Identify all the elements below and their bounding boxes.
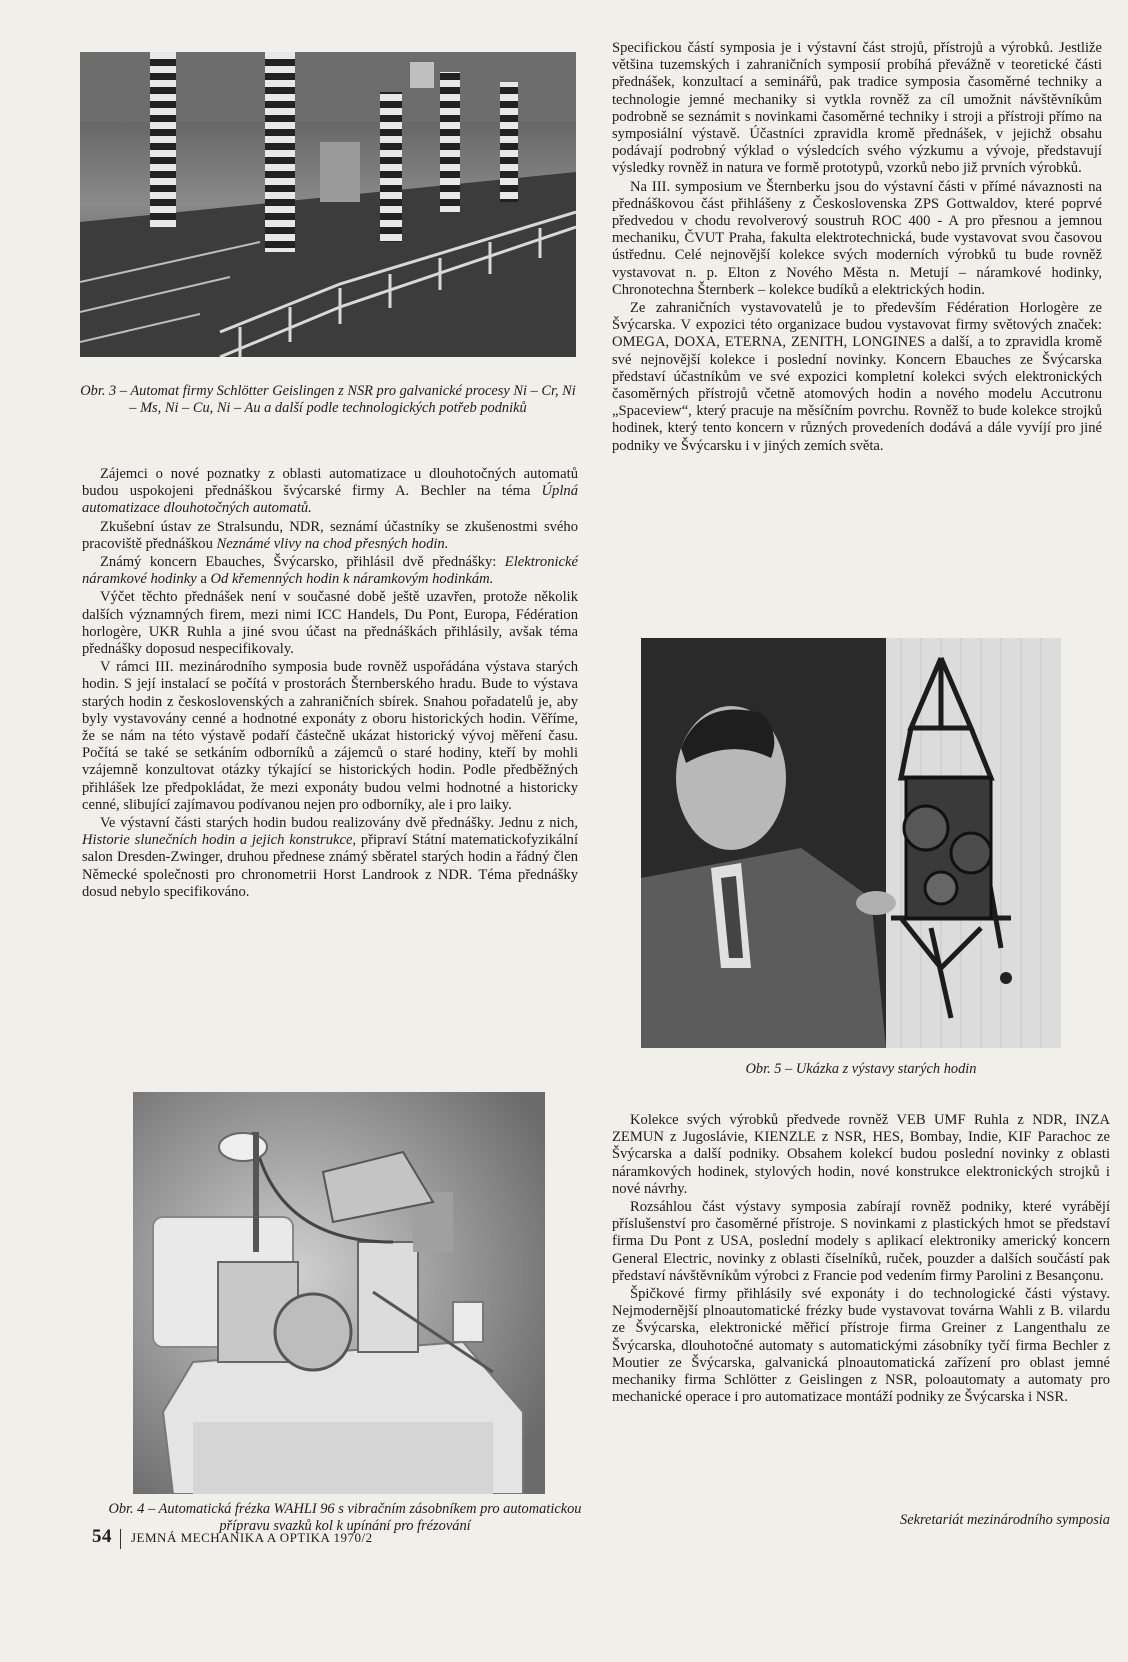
- lecture-title: Od křemenných hodin k náramkovým hodinkám.: [210, 571, 494, 588]
- paragraph: V rámci III. mezinárodního symposia bude rovněž uspořádána výstava starých hodin. S její instalací se počítá v prostorách Šternberského hradu. Bude to výstava starých hodin z československých a zahraničních sbírek. Snahou pořadatelů je, aby byly vystavovány cenné a hodnotné exponáty z oboru historických hodin. Věříme, že se nám na této výstavě podaří částečně ukázat historický vývoj měření času. Počítá se také se setkáním odborníků a zájemců o staré hodiny, kteří by mohli vzájemně konzultovat otázky týkající se historických hodin. Podle předběžných přihlášek lze předpokládat, že mezi exponáty budou velmi hodnotné a historicky cenné, slibující zajímavou podívanou nejen pro odborníky, ale i pro laiky.: [82, 659, 578, 813]
- text: připraví Státní matematickofyzikální salon Dresden-Zwinger, druhou přednese známý sběratel starých hodin a řádný člen Německé společnosti pro chronometrii Horst Landrook z NDR. Téma přednášky dosud nebylo specifikováno.: [82, 832, 578, 900]
- paragraph: Specifickou částí symposia je i výstavní část strojů, přístrojů a výrobků. Jestliže většina tuzemských i zahraničních symposií probíhá převážně v teoretické části přednášek, konzultací a seminářů, pak tradice symposia časoměrné techniky a technologie jemné mechaniky si vytkla rovněž za cíl umožnit návštěvníkům podrobně se seznámit s novinkami časoměrné techniky i stroji a přístroji přímo na symposiální výstavě. Účastníci zpravidla kromě přednášek, v jejichž obsahu podávají podrobný výklad o výsledcích svého výzkumu a vývoje, představují výsledky rovněž in natura ve formě prototypů, vzorků nebo již prvních výrobků.: [612, 40, 1102, 177]
- right-column-bottom-text: [612, 1112, 1110, 1406]
- right-column-top-text: [612, 40, 1102, 455]
- lecture-title: Historie slunečních hodin a jejich konstrukce,: [82, 832, 357, 849]
- paragraph: Výčet těchto přednášek není v současné době ještě uzavřen, protože několik dalších významných firem, mezi nimi ICC Handels, Du Pont, Europa, Fédération horlogère, UKR Ruhla a jiné svou účast na přednáškách přihlásily, avšak téma přednášky doposud nespecifikovaly.: [82, 589, 578, 658]
- lecture-title: Elektronické náramkové hodinky: [82, 554, 578, 588]
- figure-5-photo: [641, 638, 1061, 1048]
- figure-3-caption: Obr. 3 – Automat firmy Schlötter Geislingen z NSR pro galvanické procesy Ni – Cr, Ni – Ms, Ni – Cu, Ni – Au a další podle technologických potřeb podniků: [80, 383, 576, 416]
- left-column-text: [82, 466, 578, 901]
- journal-name: JEMNÁ MECHANIKA A OPTIKA 1970/2: [131, 1530, 373, 1545]
- figure-5-caption: Obr. 5 – Ukázka z výstavy starých hodin: [745, 1061, 977, 1077]
- paragraph: Rozsáhlou část výstavy symposia zabírají rovněž podniky, které vyrábějí příslušenství pro časoměrné přístroje. S novinkami z plastických hmot se představí firma Du Pont z USA, poslední modely s aplikací elektroniky americký koncern General Electric, novinky z oblasti číselníků, ruček, pouzder a dalších součástí pak představí návštěvníkům výrobci z Francie pod vedením firmy Parolini z Besançonu.: [612, 1199, 1110, 1284]
- text: Zkušební ústav ze Stralsundu, NDR, seznámí účastníky se zkušenostmi svého pracoviště přednáškou: [82, 518, 578, 552]
- figure-4-caption: Obr. 4 – Automatická frézka WAHLI 96 s vibračním zásobníkem pro automatickou přípravu svazků kol k upínání pro frézování: [108, 1501, 582, 1534]
- text: Známý koncern Ebauches, Švýcarsko, přihlásil dvě přednášky:: [100, 554, 505, 571]
- paragraph: [82, 554, 578, 588]
- paragraph: Kolekce svých výrobků předvede rovněž VEB UMF Ruhla z NDR, INZA ZEMUN z Jugoslávie, KIENZLE z NSR, HES, Bombay, Indie, KIF Parachoc ze Švýcarska a další podniky. Obsahem kolekcí budou poslední novinky z oblasti náramkových hodinek, stylových hodin, nové konstrukce elektronických strojků i nové návrhy.: [612, 1112, 1110, 1197]
- page-number: 54: [92, 1526, 112, 1547]
- paragraph: [82, 466, 578, 518]
- paragraph: [82, 815, 578, 901]
- galvanic-line-image: [80, 52, 576, 357]
- paragraph: [82, 519, 578, 553]
- signature: Sekretariát mezinárodního symposia: [900, 1512, 1110, 1528]
- paragraph: Na III. symposium ve Šternberku jsou do výstavní části v přímé návaznosti na přednáškovou část přihlášeny z Československa ZPS Gottwaldov, které poprvé předvedou v chodu revolverový soustruh ROC 400 - A pro přesnou a jemnou mechaniku, ČVUT Praha, fakulta elektrotechnická, bude vystavovat svou časovou ústřednu. Celé nejnovější kolekce svých moderních výrobků tu bude rovněž vystavovat n. p. Elton z Nového Města n. Metují – náramkové hodinky, Chronotechna Šternberk – kolekce budíků a elektrických hodin.: [612, 178, 1102, 298]
- figure-3-photo: [80, 52, 576, 357]
- figure-4-photo: [133, 1092, 545, 1494]
- text: Zájemci o nové poznatky z oblasti automatizace u dlouhotočných automatů budou uspokojeni přednáškou švýcarské firmy A. Bechler na téma: [82, 466, 578, 500]
- milling-machine-image: [133, 1092, 545, 1494]
- footer-divider: [120, 1529, 121, 1549]
- text: a: [196, 571, 211, 588]
- text: Ve výstavní části starých hodin budou realizovány dvě přednášky. Jednu z nich,: [100, 815, 578, 832]
- clock-exhibition-image: [641, 638, 1061, 1048]
- lecture-title: Neznámé vlivy na chod přesných hodin.: [216, 535, 449, 552]
- paragraph: Špičkové firmy přihlásily své exponáty i do technologické části výstavy. Nejmodernější plnoautomatické frézky bude vystavovat továrna Wahli z B. vilardu ze Švýcarska, elektronické měřicí přístroje firma Greiner z Langenthalu ze Švýcarska, dlouhotočné automaty s automatickými zásobníky tyčí firma Bechler z Moutier ze Švýcarska, galvanická plnoautomatická zařízení pro oblast jemné mechaniky firma Schlötter z Geislingen z NSR, poloautomaty a automaty pro mechanické operace i pro automatizace montáží podniky ze Švýcarska i NSR.: [612, 1286, 1110, 1406]
- lecture-title: Úplná automatizace dlouhotočných automatů.: [82, 483, 578, 517]
- paragraph: Ze zahraničních vystavovatelů je to především Fédération Horlogère ze Švýcarska. V expozici této organizace budou vystavovat firmy světových značek: OMEGA, DOXA, ETERNA, ZENITH, LONGINES a další, a to zpravidla kromě své nejnovější kolekce i poslední novinky. Koncern Ebauches ze Švýcarska představí účastníkům ve své expozici kompletní kolekci svých elektronických časoměrných přístrojů včetně atomových hodin a nového modelu Accutronu „Spaceview“, který pracuje na měsíčním povrchu. Rovněž to bude kolekce strojků hodinek, který tento koncern v různých provedeních dodává a dále vyvíjí pro jiné podniky ve Švýcarsku i v jiných zemích světa.: [612, 300, 1102, 454]
- page-footer: [92, 1526, 373, 1549]
